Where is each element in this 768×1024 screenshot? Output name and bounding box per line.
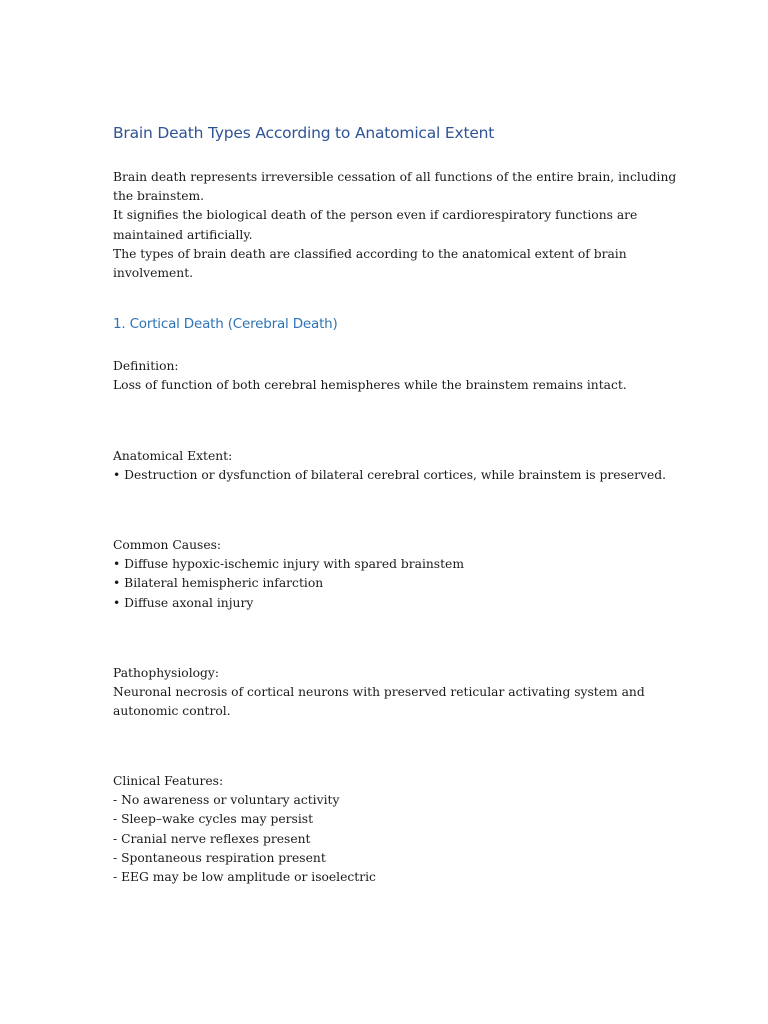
common-causes-item: • Diffuse axonal injury (113, 595, 254, 610)
pathophysiology-text: Neuronal necrosis of cortical neurons with preserved reticular activating system and (113, 685, 645, 700)
section-heading-cortical-death: 1. Cortical Death (Cerebral Death) (113, 316, 338, 332)
definition-text: Loss of function of both cerebral hemispheres while the brainstem remains intact. (113, 378, 627, 393)
document-title: Brain Death Types According to Anatomical Extent (113, 124, 495, 142)
clinical-features-label: Clinical Features: (113, 774, 224, 788)
clinical-feature-item: - EEG may be low amplitude or isoelectric (113, 870, 376, 885)
intro-paragraph (113, 168, 677, 283)
clinical-feature-item: - Spontaneous respiration present (113, 850, 326, 865)
pathophysiology-label: Pathophysiology: (113, 666, 220, 680)
common-causes-item: • Bilateral hemispheric infarction (113, 576, 324, 591)
intro-line: involvement. (113, 266, 194, 281)
clinical-feature-item: - Sleep–wake cycles may persist (113, 812, 314, 827)
definition-block (113, 357, 658, 395)
anatomical-extent-block (113, 447, 667, 485)
definition-label: Definition: (113, 359, 179, 373)
intro-line: It signifies the biological death of the person even if cardiorespiratory functions are (113, 208, 638, 223)
common-causes-item: • Diffuse hypoxic-ischemic injury with spared brainstem (113, 557, 464, 572)
anatomical-extent-item: • Destruction or dysfunction of bilateral cerebral cortices, while brainstem is preserved. (113, 468, 667, 483)
intro-line: the brainstem. (113, 189, 205, 204)
clinical-feature-item: - No awareness or voluntary activity (113, 793, 340, 808)
common-causes-label: Common Causes: (113, 538, 222, 552)
intro-line: maintained artificially. (113, 227, 253, 242)
anatomical-extent-label: Anatomical Extent: (113, 449, 233, 463)
clinical-feature-item: - Cranial nerve reflexes present (113, 831, 311, 846)
pathophysiology-text: autonomic control. (113, 704, 231, 719)
intro-line: The types of brain death are classified according to the anatomical extent of brain (113, 246, 627, 261)
common-causes-block (113, 536, 658, 613)
intro-line: Brain death represents irreversible cessation of all functions of the entire brain, including (113, 170, 677, 184)
pathophysiology-block (113, 664, 658, 722)
clinical-features-block (113, 772, 658, 887)
